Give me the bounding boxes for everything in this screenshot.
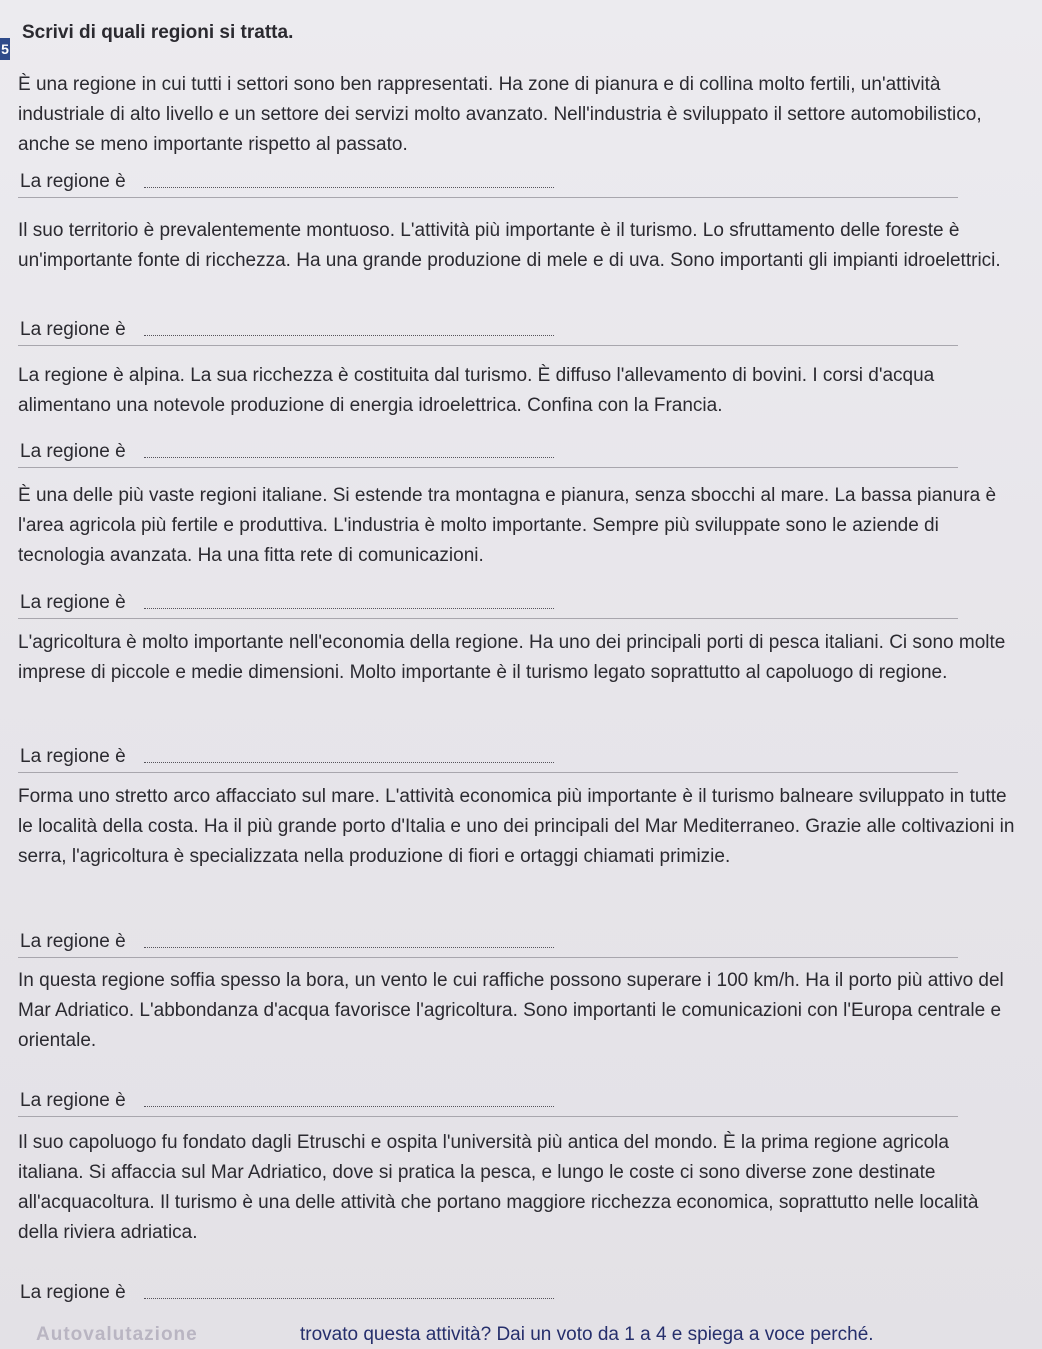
answer-line-3[interactable] — [18, 437, 968, 467]
answer-blank[interactable] — [144, 1106, 554, 1107]
answer-blank[interactable] — [144, 947, 554, 948]
divider — [18, 1116, 958, 1117]
answer-blank[interactable] — [144, 608, 554, 609]
region-description-4: È una delle più vaste regioni italiane. Si estende tra montagna e pianura, senza sbocchi al mare. La bassa pianura è l'area agricola più fertile e produttiva. L'industria è molto importante. Sempre più sviluppate sono le aziende di tecnologia avanzata. Ha una fitta rete di comunicazioni. — [18, 485, 997, 566]
answer-blank[interactable] — [144, 762, 554, 763]
answer-line-8[interactable] — [18, 1278, 968, 1308]
exercise-number-badge: 5 — [0, 38, 10, 60]
divider — [18, 197, 958, 198]
divider — [18, 957, 958, 958]
answer-label: La regione è — [20, 1282, 126, 1303]
self-assessment-text: trovato questa attività? Dai un voto da 1 a 4 e spiega a voce perché. — [300, 1324, 874, 1345]
region-description-2: Il suo territorio è prevalentemente montuoso. L'attività più importante è il turismo. Lo sfruttamento delle foreste è un'importante fonte di ricchezza. Ha una grande produzione di mele e di uva. Sono importanti gli impianti idroelettrici. — [18, 220, 1001, 271]
answer-label: La regione è — [20, 592, 126, 613]
divider — [18, 772, 958, 773]
answer-line-4[interactable] — [18, 588, 968, 618]
answer-blank[interactable] — [144, 335, 554, 336]
self-assessment-heading: Autovalutazione — [36, 1324, 198, 1345]
answer-line-7[interactable] — [18, 1086, 968, 1116]
answer-label: La regione è — [20, 1090, 126, 1111]
answer-blank[interactable] — [144, 457, 554, 458]
region-description-3: La regione è alpina. La sua ricchezza è costituita dal turismo. È diffuso l'allevamento di bovini. I corsi d'acqua alimentano una notevole produzione di energia idroelettrica. Confina con la Francia. — [18, 365, 935, 416]
answer-line-6[interactable] — [18, 927, 968, 957]
divider — [18, 345, 958, 346]
region-description-7: In questa regione soffia spesso la bora, un vento le cui raffiche possono superare i 100 km/h. Ha il porto più attivo del Mar Adriatico. L'abbondanza d'acqua favorisce l'agricoltura. Sono importanti le comunicazioni con l'Europa centrale e orientale. — [18, 970, 1004, 1051]
answer-label: La regione è — [20, 441, 126, 462]
region-description-6: Forma uno stretto arco affacciato sul mare. L'attività economica più importante è il turismo balneare sviluppato in tutte le località della costa. Ha il più grande porto d'Italia e uno dei principali del Mar Mediterraneo. Grazie alle coltivazioni in serra, l'agricoltura è specializzata nella produzione di fiori e ortaggi chiamati primizie. — [18, 786, 1015, 867]
divider — [18, 467, 958, 468]
exercise-title: Scrivi di quali regioni si tratta. — [22, 22, 294, 43]
region-description-1: È una regione in cui tutti i settori sono ben rappresentati. Ha zone di pianura e di collina molto fertili, un'attività industriale di alto livello e un settore dei servizi molto avanzato. Nell'industria è sviluppato il settore automobilistico, anche se meno importante rispetto al passato. — [18, 74, 982, 155]
answer-label: La regione è — [20, 931, 126, 952]
answer-line-1[interactable] — [18, 167, 968, 197]
self-assessment-footer — [0, 1322, 1042, 1349]
answer-blank[interactable] — [144, 1298, 554, 1299]
region-description-8: Il suo capoluogo fu fondato dagli Etruschi e ospita l'università più antica del mondo. È la prima regione agricola italiana. Si affaccia sul Mar Adriatico, dove si pratica la pesca, e lungo le coste ci sono diverse zone destinate all'acquacoltura. Il turismo è una delle attività che portano maggiore ricchezza economica, soprattutto nelle località della riviera adriatica. — [18, 1132, 979, 1243]
divider — [18, 618, 958, 619]
answer-blank[interactable] — [144, 187, 554, 188]
region-description-5: L'agricoltura è molto importante nell'economia della regione. Ha uno dei principali porti di pesca italiani. Ci sono molte imprese di piccole e medie dimensioni. Molto importante è il turismo legato soprattutto al capoluogo di regione. — [18, 632, 1006, 683]
answer-label: La regione è — [20, 171, 126, 192]
answer-label: La regione è — [20, 319, 126, 340]
answer-label: La regione è — [20, 746, 126, 767]
answer-line-5[interactable] — [18, 742, 968, 772]
answer-line-2[interactable] — [18, 315, 968, 345]
